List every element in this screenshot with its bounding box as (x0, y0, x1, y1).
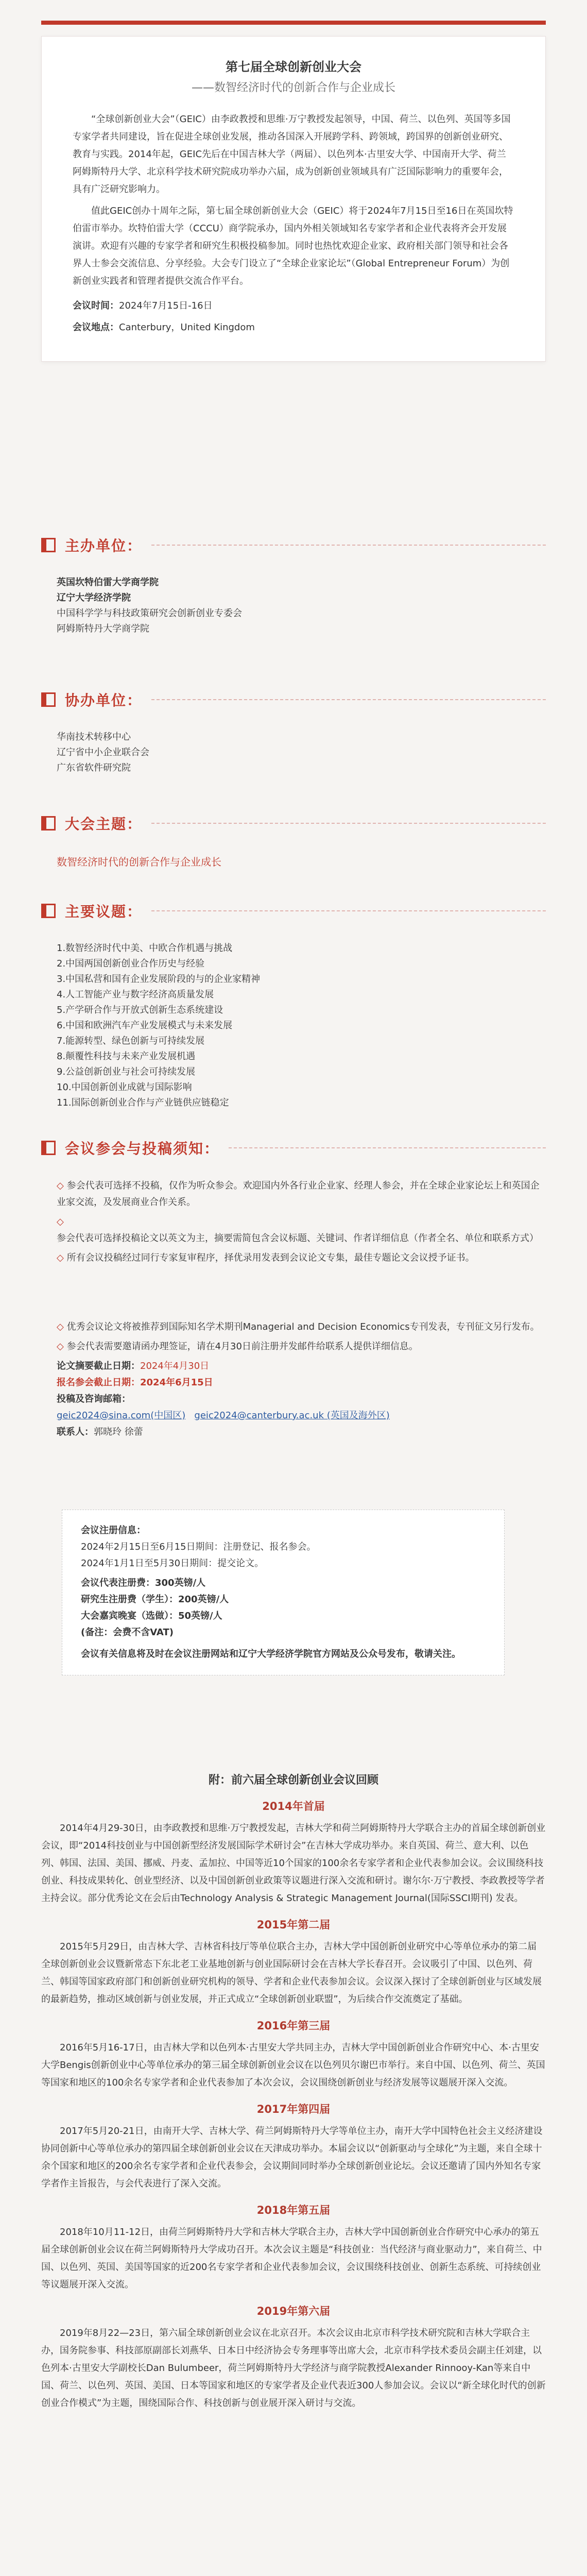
host-item: 辽宁大学经济学院 (57, 592, 131, 603)
section-divider (229, 1147, 546, 1148)
submit-section-label: 会议参会与投稿须知： (65, 1140, 220, 1157)
topic-item: 5.产学研合作与开放式创新生态系统建设 (57, 1005, 223, 1015)
meeting-time-value: 2024年7月15日-16日 (119, 300, 213, 311)
co-item: 华南技术转移中心 (57, 732, 131, 742)
co-item: 辽宁省中小企业联合会 (57, 747, 149, 758)
topic-item: 7.能源转型、绿色创新与可持续发展 (57, 1036, 205, 1046)
fee-item: 研究生注册费（学生）：200英镑/人 (81, 1594, 229, 1605)
meeting-place-value: Canterbury，United Kingdom (119, 322, 255, 333)
co-item: 广东省软件研究院 (57, 762, 131, 773)
publish-section (41, 1319, 546, 1440)
fee-item: 会议代表注册费：300英镑/人 (81, 1578, 206, 1588)
session-title: 2019年第六届 (256, 2305, 331, 2317)
fee-row: 2024年2月15日至6月15日期间：注册登记、报名参会。 (81, 1541, 316, 1552)
contact-row: 联系人：郭晓玲 徐蕾 (57, 1427, 143, 1437)
section-divider (151, 823, 546, 824)
page-title: 第七届全球创新创业大会 (226, 60, 361, 74)
section-marker-icon (41, 692, 56, 707)
fee-box (62, 1510, 505, 1675)
diamond-icon: ◇ (57, 1341, 67, 1352)
email-link-cn[interactable]: geic2024@sina.com(中国区) (57, 1410, 186, 1421)
intro-card (41, 36, 546, 362)
section-divider (151, 699, 546, 700)
topics-list (57, 941, 546, 1111)
topics-section-label: 主要议题： (65, 903, 143, 920)
diamond-icon: ◇ (57, 1180, 67, 1191)
header-decoration (41, 21, 546, 25)
theme-section (41, 809, 546, 871)
publish-note-1: ◇ 优秀会议论文将被推荐到国际知名学术期刊Managerial and Decision Economics专刊发表，专刊征文另行发布。 (57, 1321, 540, 1332)
publish-note-2: ◇ 参会代表需要邀请函办理签证，请在4月30日前注册并发邮件给联系人提供详细信息。 (57, 1341, 418, 1352)
fee-item: 大会嘉宾晚宴（选做）：50英镑/人 (81, 1611, 222, 1621)
session-text: 2019年8月22—23日，第六届全球创新创业会议在北京召开。本次会议由北京市科学技术研究院和吉林大学联合主办，国务院参事、科技部原副部长刘燕华、日本日中经济协会专务理事等出席大会，北京市科学技术委员会副主任刘建，以色列本·古里安大学副校长Dan Bulumbeer，荷兰阿姆斯特丹大学经济与商学院教授Alexander Rinnooy-Kan等来自中国、荷兰、以色列、英国、美国、日本等国家和地区的专家学者及企业代表近300人参加会议。会议以“新全球化时代的创新创业合作模式”为主题，围绕国际合作、科技创新与创业展开深入研讨与交流。 (41, 2328, 546, 2409)
host-list (57, 575, 546, 637)
intro-paragraph-2: 值此GEIC创办十周年之际，第七届全球创新创业大会（GEIC）将于2024年7月15日至16日在英国坎特伯雷市举办。坎特伯雷大学（CCCU）商学院承办，国内外相关领域知名专家学者和企业代表将齐会开发展演讲。欢迎有兴趣的专家学者和研究生积极投稿参加。同时也热忱欢迎企业家、政府相关部门领导和社会各界人士参会交流信息、分享经验。大会专门设立了“全球企业家论坛”（Global Entrepreneur Forum）为创新创业实践者和管理者提供交流合作平台。 (73, 206, 513, 286)
diamond-icon: ◇ (57, 1321, 67, 1332)
submit-note-3: ◇ 所有会议投稿经过同行专家复审程序，择优录用发表到会议论文专集，最佳专题论文会议授予证书。 (57, 1252, 475, 1263)
topics-section-title (41, 896, 546, 925)
theme-section-label: 大会主题： (65, 816, 143, 833)
topic-item: 6.中国和欧洲汽车产业发展模式与未来发展 (57, 1020, 233, 1031)
session-title: 2016年第三届 (256, 2020, 331, 2032)
topic-item: 10.中国创新创业成就与国际影响 (57, 1082, 192, 1093)
section-marker-icon (41, 1141, 56, 1155)
email-row: 投稿及咨询邮箱： (57, 1394, 131, 1404)
topic-item: 2.中国两国创新创业合作历史与经验 (57, 958, 205, 969)
meeting-time-label: 会议时间： (73, 300, 119, 311)
section-marker-icon (41, 538, 56, 552)
host-item: 英国坎特伯雷大学商学院 (57, 577, 159, 588)
host-item: 阿姆斯特丹大学商学院 (57, 623, 149, 634)
co-list (57, 730, 546, 776)
submit-section (41, 1133, 546, 1269)
section-marker-icon (41, 816, 56, 831)
submit-note-2: ◇ 参会代表可选择投稿论文以英文为主，摘要需简包含会议标题、关键词、作者详细信息（作者全名、单位和联系方式） (57, 1216, 539, 1244)
history-heading: 附：前六届全球创新创业会议回顾 (208, 1774, 378, 1787)
abstract-deadline: 论文摘要截止日期：2024年4月30日 (57, 1361, 210, 1371)
submit-note-1: ◇ 参会代表可选择不投稿，仅作为听众参会。欢迎国内外各行业企业家、经理人参会，并在全球企业家论坛上和英国企业家交流，及发展商业合作关系。 (57, 1180, 540, 1208)
diamond-icon: ◇ (57, 1252, 67, 1263)
meeting-place-label: 会议地点： (73, 322, 119, 333)
session-title: 2018年第五届 (256, 2204, 331, 2216)
topic-item: 11.国际创新创业合作与产业链供应链稳定 (57, 1097, 229, 1108)
theme-section-title (41, 809, 546, 838)
session-title: 2015年第二届 (256, 1919, 331, 1931)
section-divider (151, 545, 546, 546)
meeting-place (73, 319, 514, 336)
email-link-uk[interactable]: geic2024@canterbury.ac.uk (英国及海外区) (194, 1410, 390, 1421)
registration-deadline: 报名参会截止日期：2024年6月15日 (57, 1377, 213, 1388)
section-divider (151, 910, 546, 911)
fee-announcement: 会议有关信息将及时在会议注册网站和辽宁大学经济学院官方网站及公众号发布，敬请关注。 (81, 1649, 461, 1659)
intro-paragraph-1: “全球创新创业大会”（GEIC）由李政教授和思维·万宁教授发起领导，中国、荷兰、以色列、英国等多国专家学者共同建设，旨在促进全球创业发展，推动各国深入开展跨学科、跨领域，跨国界的创新创业研究、教育与实践。2014年起，GEIC先后在中国吉林大学（两届）、以色列本·古里安大学、中国南开大学、荷兰阿姆斯特丹大学、北京科学技术研究院成功举办六届，成为创新创业领域具有广泛国际影响力的重要年会，具有广泛研究影响力。 (73, 114, 511, 195)
topic-item: 9.公益创新创业与社会可持续发展 (57, 1066, 196, 1077)
topic-item: 1.数智经济时代中美、中欧合作机遇与挑战 (57, 943, 233, 954)
session-text: 2014年4月29-30日，由李政教授和思维·万宁教授发起，吉林大学和荷兰阿姆斯特丹大学联合主办的首届全球创新创业会议，即“2014科技创业与中国创新型经济发展国际学术研讨会”在吉林大学成功举办。来自英国、荷兰、意大利、以色列、韩国、法国、美国、挪威、丹麦、孟加拉、中国等近10个国家的100余名专家学者和企业代表参加会议。会议围绕科技创业、科技成果转化、创业型经济、以及中国创新创业政策等议题进行深入交流和研讨。谢尔尔·万宁教授、李政教授等学者主持会议。部分优秀论文在会后由Technology Analysis & Strategic Management Journal(国际SSCI期刊) 发表。 (41, 1823, 546, 1904)
topics-section (41, 896, 546, 1111)
fee-note: (备注：会费不含VAT) (81, 1627, 174, 1638)
host-section-label: 主办单位： (65, 537, 143, 554)
session-text: 2017年5月20-21日，由南开大学、吉林大学、荷兰阿姆斯特丹大学等单位主办，南开大学中国特色社会主义经济建设协同创新中心等单位承办的第四届全球创新创业会议在天津成功举办。本届会议以“创新驱动与全球化”为主题，来自全球十余个国家和地区的200余名专家学者和企业代表参会，会议期间同时举办全球创新创业论坛。会议还邀请了国内外知名专家学者作主旨报告，与会代表进行了深入交流。 (41, 2126, 543, 2189)
topic-item: 4.人工智能产业与数字经济高质量发展 (57, 989, 214, 1000)
co-section-label: 协办单位： (65, 692, 143, 709)
host-section-title (41, 531, 546, 560)
topic-item: 8.颠覆性科技与未来产业发展机遇 (57, 1051, 196, 1062)
fee-title: 会议注册信息： (81, 1525, 146, 1536)
co-section-title (41, 685, 546, 714)
co-section (41, 685, 546, 776)
session-text: 2018年10月11-12日，由荷兰阿姆斯特丹大学和吉林大学联合主办，吉林大学中国创新创业合作研究中心承办的第五届全球创新创业会议在荷兰阿姆斯特丹大学成功召开。本次会议主题是“科技创业：当代经济与商业驱动力”，来自荷兰、中国、以色列、英国、美国等国家的近200名专家学者和企业代表参加会议，会议围绕科技创业、创新生态系统、可持续创业等议题展开深入交流。 (41, 2227, 542, 2290)
session-text: 2016年5月16-17日，由吉林大学和以色列本·古里安大学共同主办，吉林大学中国创新创业合作研究中心、本·古里安大学Bengis创新创业中心等单位承办的第三届全球创新创业会议在以色列贝尔谢巴市举行。来自中国、以色列、荷兰、英国等国家和地区的100余名专家学者和企业代表参加了本次会议，会议围绕创新创业与经济发展等议题展开深入交流。 (41, 2042, 545, 2088)
meeting-time (73, 297, 514, 315)
session-title: 2017年第四届 (256, 2103, 331, 2115)
diamond-icon: ◇ (57, 1216, 64, 1227)
theme-text: 数智经济时代的创新合作与企业成长 (57, 856, 221, 868)
submit-section-title (41, 1133, 546, 1162)
history-section (41, 1772, 546, 2416)
section-marker-icon (41, 904, 56, 918)
session-title: 2014年首届 (262, 1800, 325, 1812)
page-subtitle: ——数智经济时代的创新合作与企业成长 (191, 81, 395, 94)
session-text: 2015年5月29日，由吉林大学、吉林省科技厅等单位联合主办，吉林大学中国创新创业研究中心等单位承办的第二届全球创新创业会议暨新常态下东北老工业基地创新与创业国际研讨会在吉林大学长春召开。会议吸引了中国、以色列、荷兰、韩国等国家政府部门和创新创业研究机构的领导、学者和企业代表参加会议。会议深入探讨了全球创新创业与区域发展的最新趋势，推动区域创新与创业发展，并正式成立“全球创新创业联盟”，为后续合作交流奠定了基础。 (41, 1941, 542, 2005)
host-section (41, 531, 546, 637)
host-item: 中国科学学与科技政策研究会创新创业专委会 (57, 608, 242, 619)
topic-item: 3.中国私营和国有企业发展阶段的与的企业家精神 (57, 974, 261, 985)
fee-row: 2024年1月1日至5月30日期间：提交论文。 (81, 1558, 264, 1569)
email-links (57, 1408, 546, 1424)
